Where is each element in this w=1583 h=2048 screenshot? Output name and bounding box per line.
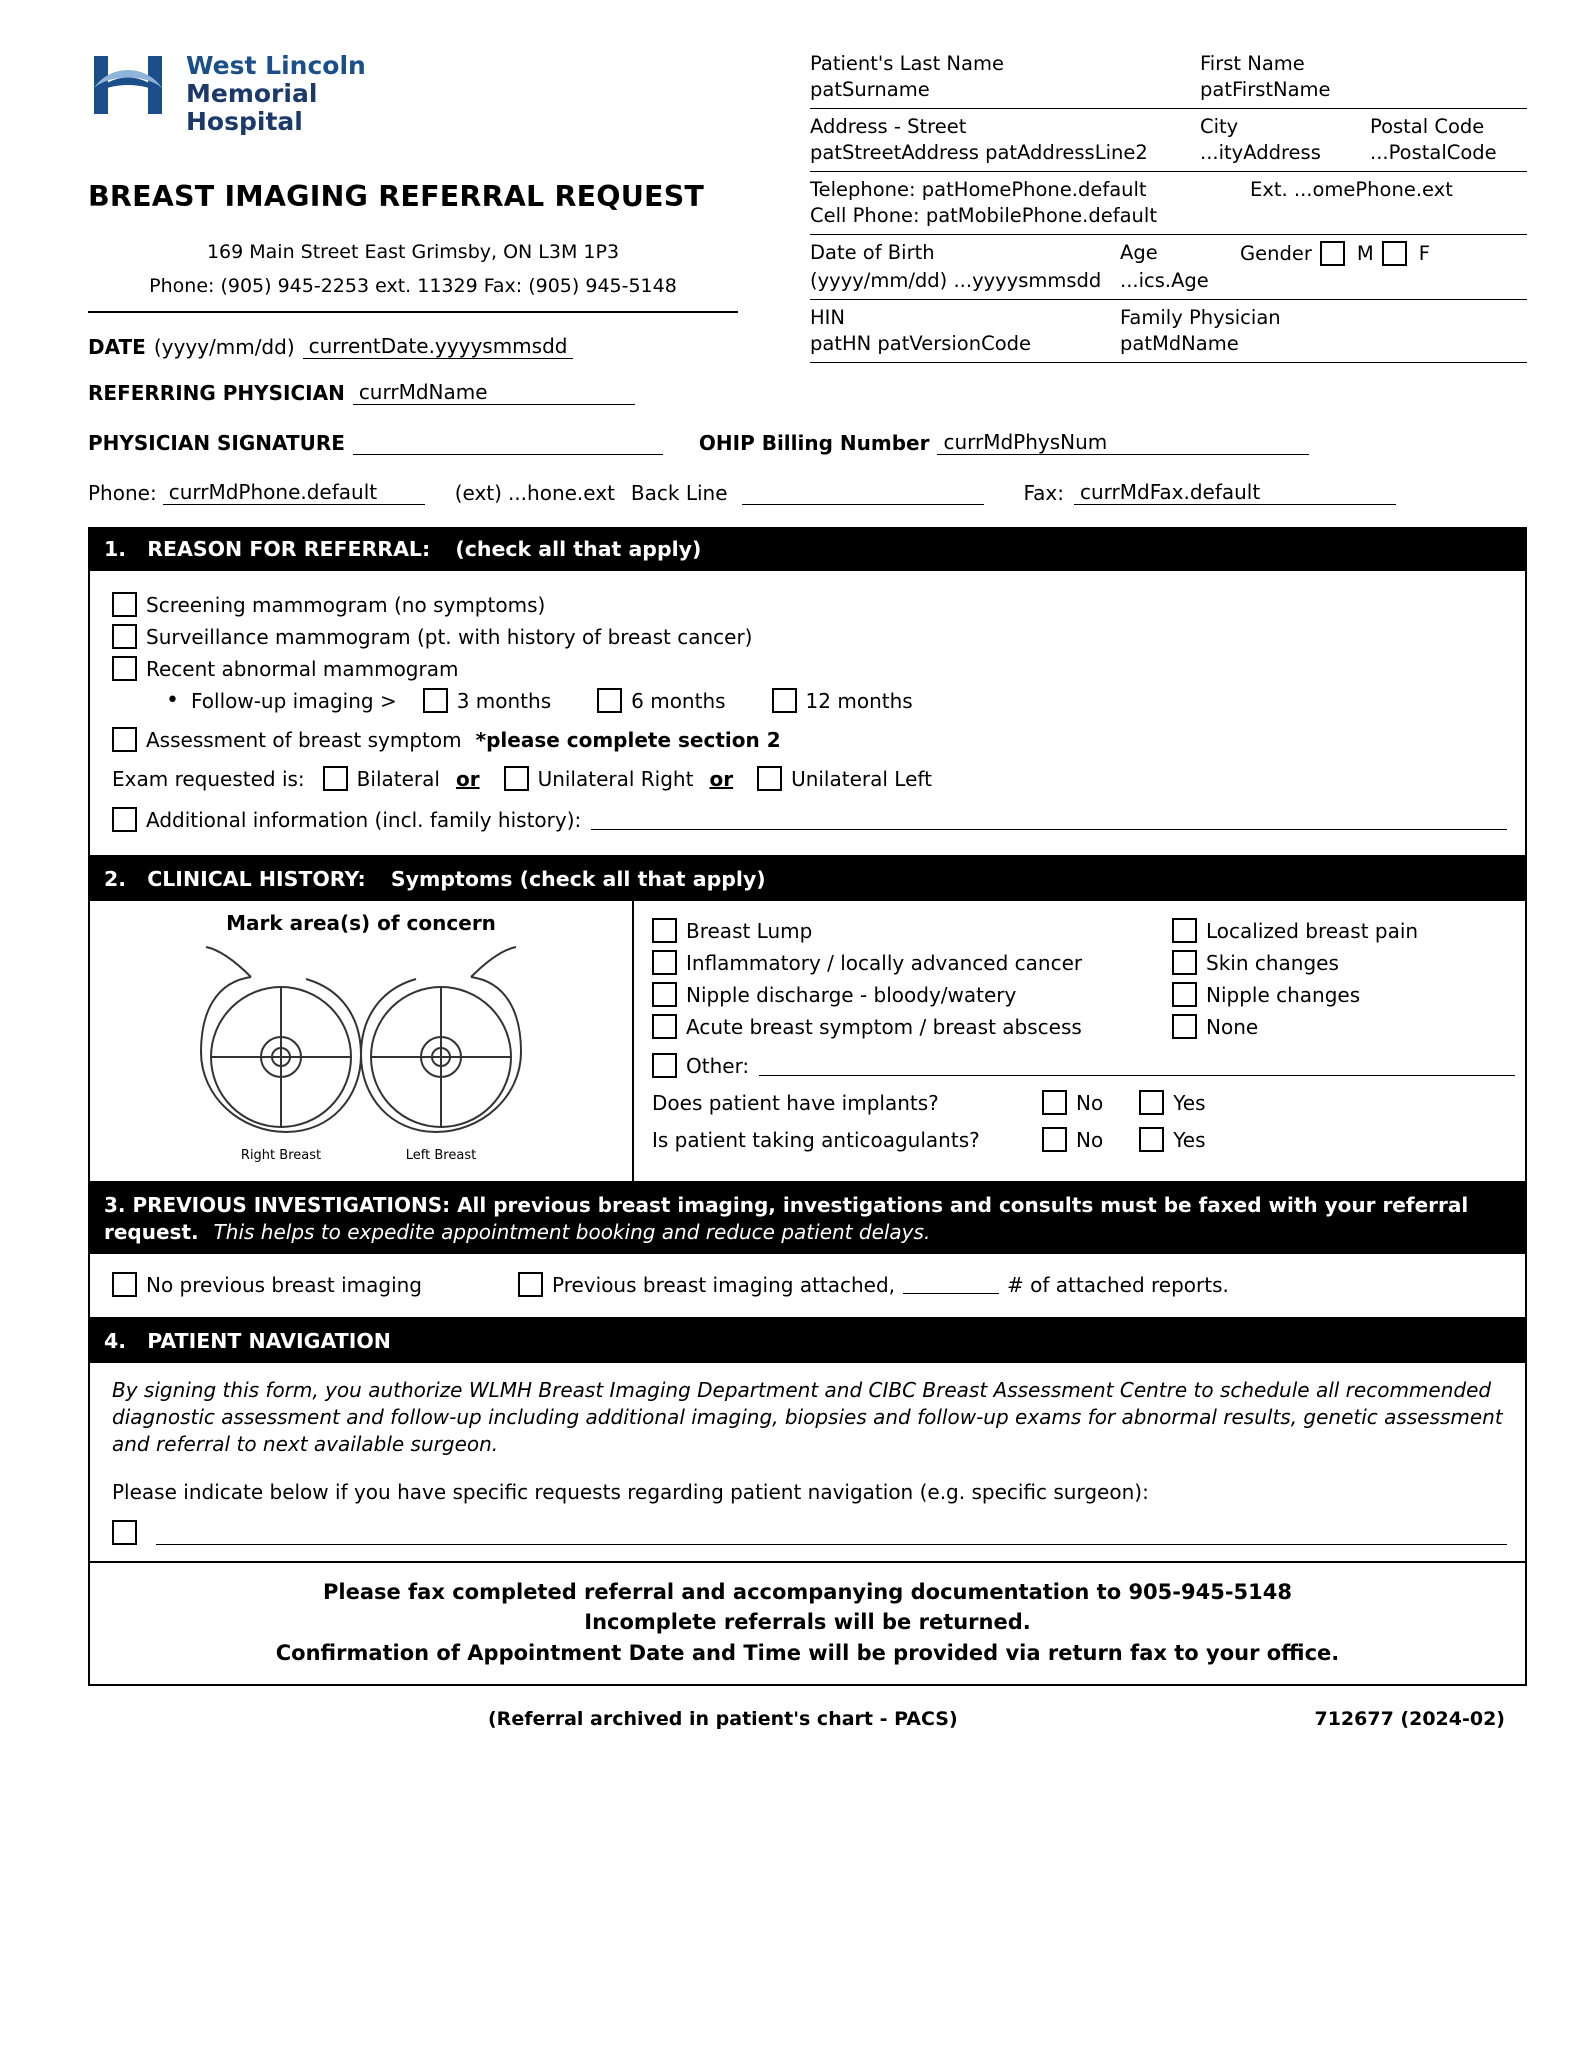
back-line-input[interactable] — [742, 481, 984, 505]
section-1-subtitle: (check all that apply) — [455, 537, 702, 561]
back-line-label: Back Line — [630, 481, 728, 505]
physician-fax-input[interactable]: currMdFax.default — [1074, 481, 1396, 505]
implants-no-label: No — [1076, 1090, 1104, 1115]
postal-code-label: Postal Code — [1370, 115, 1485, 138]
physician-signature-label: PHYSICIAN SIGNATURE — [88, 431, 345, 455]
referring-physician-label: REFERRING PHYSICIAN — [88, 381, 345, 405]
patient-first-name-value[interactable]: patFirstName — [1200, 78, 1331, 101]
symptom-localized-pain-label: Localized breast pain — [1206, 918, 1419, 943]
gender-label: Gender — [1240, 242, 1312, 265]
patient-last-name-value[interactable]: patSurname — [810, 78, 930, 101]
exam-or-label-1: or — [455, 766, 480, 791]
date-label: DATE — [88, 335, 146, 359]
fax-notice — [88, 1563, 1527, 1686]
additional-info-checkbox[interactable] — [112, 807, 137, 832]
address-street-value[interactable]: patStreetAddress patAddressLine2 — [810, 141, 1148, 164]
section-3-heading: 3. PREVIOUS INVESTIGATIONS: All previous breast imaging, investigations and consults must be faxed with your referral request. — [104, 1193, 1469, 1244]
symptom-nipple-changes-row[interactable] — [1172, 982, 1515, 1007]
symptom-none-row[interactable] — [1172, 1014, 1515, 1039]
followup-label: Follow-up imaging > — [190, 688, 397, 713]
attached-reports-count-label: # of attached reports. — [1007, 1272, 1229, 1297]
fax-notice-line-3: Confirmation of Appointment Date and Time will be provided via return fax to your office. — [275, 1640, 1340, 1665]
gender-male-label: M — [1356, 242, 1374, 265]
physician-fax-label: Fax: — [1023, 481, 1064, 505]
patient-dob-section — [810, 235, 1527, 300]
no-previous-imaging-checkbox[interactable] — [112, 1272, 137, 1297]
anticoagulants-no-label: No — [1076, 1127, 1104, 1152]
section-4-number: 4. — [104, 1329, 127, 1354]
section-4 — [88, 1319, 1527, 1563]
age-value[interactable]: ...ics.Age — [1120, 269, 1209, 292]
additional-info-label: Additional information (incl. family history): — [146, 807, 582, 832]
exam-unilateral-right-checkbox[interactable] — [504, 766, 529, 791]
ohip-input[interactable]: currMdPhysNum — [937, 431, 1309, 455]
anticoagulants-question-label: Is patient taking anticoagulants? — [652, 1127, 980, 1152]
assessment-symptom-checkbox[interactable] — [112, 727, 137, 752]
anticoagulants-yes-checkbox[interactable] — [1139, 1127, 1164, 1152]
implants-question-label: Does patient have implants? — [652, 1090, 939, 1115]
patient-navigation-request-row — [112, 1520, 1507, 1545]
patient-hin-section — [810, 300, 1527, 363]
telephone-value[interactable]: Telephone: patHomePhone.default — [810, 178, 1147, 201]
postal-code-value[interactable]: ...PostalCode — [1370, 141, 1497, 164]
symptom-acute-label: Acute breast symptom / breast abscess — [686, 1014, 1082, 1039]
physician-signature-input[interactable] — [353, 432, 663, 455]
followup-6-months-checkbox[interactable] — [597, 688, 622, 713]
family-physician-value[interactable]: patMdName — [1120, 332, 1239, 355]
reason-surveillance-row[interactable] — [112, 624, 1507, 649]
ohip-label: OHIP Billing Number — [698, 431, 930, 455]
phone-fax-line: Phone: (905) 945-2253 ext. 11329 Fax: (905) 945-5148 — [149, 275, 677, 297]
symptom-inflammatory-row[interactable] — [652, 950, 1172, 975]
symptom-nipple-discharge-checkbox[interactable] — [652, 982, 677, 1007]
gender-male-checkbox[interactable] — [1320, 241, 1345, 266]
symptoms-column-right — [1172, 911, 1515, 1046]
patient-phone-section — [810, 172, 1527, 235]
section-1-header — [88, 527, 1527, 571]
exam-requested-label: Exam requested is: — [112, 766, 305, 791]
section-1-title: REASON FOR REFERRAL: — [147, 537, 431, 561]
symptom-skin-changes-label: Skin changes — [1206, 950, 1339, 975]
previous-imaging-attached-checkbox[interactable] — [518, 1272, 543, 1297]
family-physician-label: Family Physician — [1120, 306, 1281, 329]
anticoagulants-no-checkbox[interactable] — [1042, 1127, 1067, 1152]
telephone-ext-value[interactable]: Ext. ...omePhone.ext — [1250, 178, 1453, 201]
symptom-acute-checkbox[interactable] — [652, 1014, 677, 1039]
signature-ohip-row — [88, 431, 1527, 455]
exam-bilateral-checkbox[interactable] — [323, 766, 348, 791]
followup-3-months-label: 3 months — [456, 688, 552, 713]
assessment-symptom-note: *please complete section 2 — [475, 727, 781, 752]
hin-label: HIN — [810, 306, 846, 329]
symptom-none-checkbox[interactable] — [1172, 1014, 1197, 1039]
symptom-other-label: Other: — [686, 1053, 750, 1078]
form-header — [88, 34, 1527, 405]
exam-or-label-2: or — [709, 766, 734, 791]
physician-phone-input[interactable]: currMdPhone.default — [163, 481, 425, 505]
anticoagulants-yes-label: Yes — [1173, 1127, 1206, 1152]
section-2-title: CLINICAL HISTORY: — [147, 867, 366, 892]
date-field-row — [88, 335, 788, 359]
section-2-subtitle: Symptoms (check all that apply) — [390, 867, 766, 892]
physician-ext-value[interactable]: ...hone.ext — [507, 481, 615, 505]
age-label: Age — [1120, 241, 1158, 264]
exam-unilateral-left-label: Unilateral Left — [791, 766, 932, 791]
implants-yes-checkbox[interactable] — [1139, 1090, 1164, 1115]
symptom-nipple-discharge-row[interactable] — [652, 982, 1172, 1007]
patient-navigation-checkbox[interactable] — [112, 1520, 137, 1545]
header-divider — [88, 311, 738, 313]
date-format-hint: (yyyy/mm/dd) — [153, 335, 295, 359]
section-3-body — [88, 1254, 1527, 1319]
hospital-logo-icon — [88, 48, 174, 122]
section-4-body — [88, 1363, 1527, 1562]
anticoagulants-question-row — [652, 1127, 1515, 1152]
previous-imaging-row — [112, 1268, 1507, 1301]
section-2 — [88, 857, 1527, 1183]
section-3-subheading: This helps to expedite appointment booking and reduce patient delays. — [213, 1219, 931, 1244]
symptoms-panel — [634, 901, 1525, 1181]
symptom-skin-changes-checkbox[interactable] — [1172, 950, 1197, 975]
additional-info-input[interactable] — [591, 809, 1507, 830]
hin-value[interactable]: patHN patVersionCode — [810, 332, 1032, 355]
additional-info-row — [112, 807, 1507, 832]
date-input[interactable]: currentDate.yyyysmmsdd — [303, 335, 574, 359]
followup-6-months-label: 6 months — [631, 688, 726, 713]
patient-address-section — [810, 109, 1527, 172]
symptom-localized-pain-row[interactable] — [1172, 918, 1515, 943]
breast-diagram-panel — [90, 901, 634, 1181]
reason-screening-label: Screening mammogram (no symptoms) — [146, 592, 546, 617]
mark-area-title: Mark area(s) of concern — [226, 911, 496, 936]
section-2-header — [88, 857, 1527, 901]
symptom-nipple-changes-label: Nipple changes — [1206, 982, 1361, 1007]
address-line: 169 Main Street East Grimsby, ON L3M 1P3 — [206, 241, 620, 263]
followup-12-months-label: 12 months — [805, 688, 913, 713]
city-label: City — [1200, 115, 1239, 138]
symptom-skin-changes-row[interactable] — [1172, 950, 1515, 975]
implants-question-row — [652, 1090, 1515, 1115]
section-3-header — [88, 1183, 1527, 1254]
previous-imaging-attached-label: Previous breast imaging attached, — [552, 1272, 896, 1297]
symptom-inflammatory-checkbox[interactable] — [652, 950, 677, 975]
header-left-column — [88, 34, 788, 405]
implants-no-checkbox[interactable] — [1042, 1090, 1067, 1115]
section-2-number: 2. — [104, 867, 127, 892]
section-4-title: PATIENT NAVIGATION — [147, 1329, 391, 1354]
symptom-breast-lump-row[interactable] — [652, 918, 1172, 943]
hospital-logo-text — [186, 48, 366, 136]
footer-form-number: 712677 (2024-02) — [1314, 1708, 1505, 1731]
physician-phone-label: Phone: — [88, 481, 157, 505]
patient-last-name-label: Patient's Last Name — [810, 52, 1004, 75]
cell-phone-value[interactable]: Cell Phone: patMobilePhone.default — [810, 204, 1157, 227]
fax-notice-line-1: Please fax completed referral and accompanying documentation to 905-945-5148 — [322, 1579, 1292, 1604]
symptom-none-label: None — [1206, 1014, 1259, 1039]
bullet-icon: • — [166, 687, 179, 713]
section-1-body — [88, 571, 1527, 857]
reason-screening-checkbox[interactable] — [112, 592, 137, 617]
hospital-logo — [88, 48, 788, 136]
dob-value[interactable]: (yyyy/mm/dd) ...yyyysmmsdd — [810, 269, 1102, 292]
symptom-breast-lump-label: Breast Lump — [686, 918, 813, 943]
symptom-other-row — [652, 1053, 1515, 1078]
patient-navigation-request-label: Please indicate below if you have specific requests regarding patient navigation (e.g. specific surgeon): — [112, 1479, 1149, 1504]
physician-ext-label: (ext) — [454, 481, 502, 505]
footer-archive-note: (Referral archived in patient's chart - PACS) — [488, 1708, 958, 1731]
symptom-other-checkbox[interactable] — [652, 1053, 677, 1078]
hospital-address — [88, 241, 738, 297]
symptoms-column-left — [652, 911, 1172, 1046]
patient-first-name-label: First Name — [1200, 52, 1305, 75]
attached-reports-count-input[interactable] — [903, 1275, 999, 1294]
logo-line-2: Memorial — [186, 79, 318, 108]
patient-name-section — [810, 50, 1527, 109]
followup-3-months-checkbox[interactable] — [423, 688, 448, 713]
dob-label: Date of Birth — [810, 241, 935, 264]
gender-female-label: F — [1418, 242, 1430, 265]
exam-unilateral-left-checkbox[interactable] — [757, 766, 782, 791]
patient-navigation-text: By signing this form, you authorize WLMH Breast Imaging Department and CIBC Breast Assessment Centre to schedule all recommended diagnostic assessment and follow-up including additional imaging, biopsies and follow-up exams for abnormal results, genetic assessment and referral to next available surgeon. — [112, 1378, 1503, 1457]
gender-field — [1240, 241, 1527, 266]
section-1 — [88, 527, 1527, 857]
symptom-nipple-discharge-label: Nipple discharge - bloody/watery — [686, 982, 1017, 1007]
patient-info-box — [810, 50, 1527, 363]
breast-diagram[interactable] — [111, 937, 611, 1172]
reason-recent-abnormal-checkbox[interactable] — [112, 656, 137, 681]
reason-screening-row[interactable] — [112, 592, 1507, 617]
logo-line-1: West Lincoln — [186, 51, 366, 80]
reason-recent-abnormal-row[interactable] — [112, 656, 1507, 681]
no-previous-imaging-label: No previous breast imaging — [146, 1272, 422, 1297]
section-2-body — [88, 901, 1527, 1183]
exam-bilateral-label: Bilateral — [356, 766, 440, 791]
city-value[interactable]: ...ityAddress — [1200, 141, 1321, 164]
physician-contact-row — [88, 481, 1527, 505]
svg-text:Left Breast: Left Breast — [405, 1148, 477, 1164]
implants-yes-label: Yes — [1173, 1090, 1206, 1115]
logo-line-3: Hospital — [186, 107, 303, 136]
patient-navigation-input[interactable] — [156, 1524, 1507, 1545]
page-footer — [88, 1708, 1527, 1730]
address-street-label: Address - Street — [810, 115, 967, 138]
reason-surveillance-label: Surveillance mammogram (pt. with history of breast cancer) — [146, 624, 753, 649]
page-title: BREAST IMAGING REFERRAL REQUEST — [88, 180, 705, 213]
symptom-acute-row[interactable] — [652, 1014, 1172, 1039]
followup-12-months-checkbox[interactable] — [772, 688, 797, 713]
reason-surveillance-checkbox[interactable] — [112, 624, 137, 649]
svg-text:Right Breast: Right Breast — [240, 1148, 322, 1164]
symptom-other-input[interactable] — [759, 1055, 1515, 1076]
section-4-header — [88, 1319, 1527, 1363]
symptom-nipple-changes-checkbox[interactable] — [1172, 982, 1197, 1007]
assessment-symptom-label: Assessment of breast symptom — [146, 727, 462, 752]
referring-physician-row — [88, 381, 788, 405]
symptom-inflammatory-label: Inflammatory / locally advanced cancer — [686, 950, 1083, 975]
gender-female-checkbox[interactable] — [1382, 241, 1407, 266]
exam-unilateral-right-label: Unilateral Right — [537, 766, 694, 791]
symptom-breast-lump-checkbox[interactable] — [652, 918, 677, 943]
referring-physician-input[interactable]: currMdName — [353, 381, 635, 405]
symptom-localized-pain-checkbox[interactable] — [1172, 918, 1197, 943]
followup-row — [166, 688, 1507, 713]
reason-recent-abnormal-label: Recent abnormal mammogram — [146, 656, 459, 681]
section-1-number: 1. — [104, 537, 127, 561]
assessment-symptom-row[interactable] — [112, 727, 1507, 752]
section-3 — [88, 1183, 1527, 1319]
fax-notice-line-2: Incomplete referrals will be returned. — [584, 1610, 1031, 1635]
exam-requested-row — [112, 766, 1507, 791]
